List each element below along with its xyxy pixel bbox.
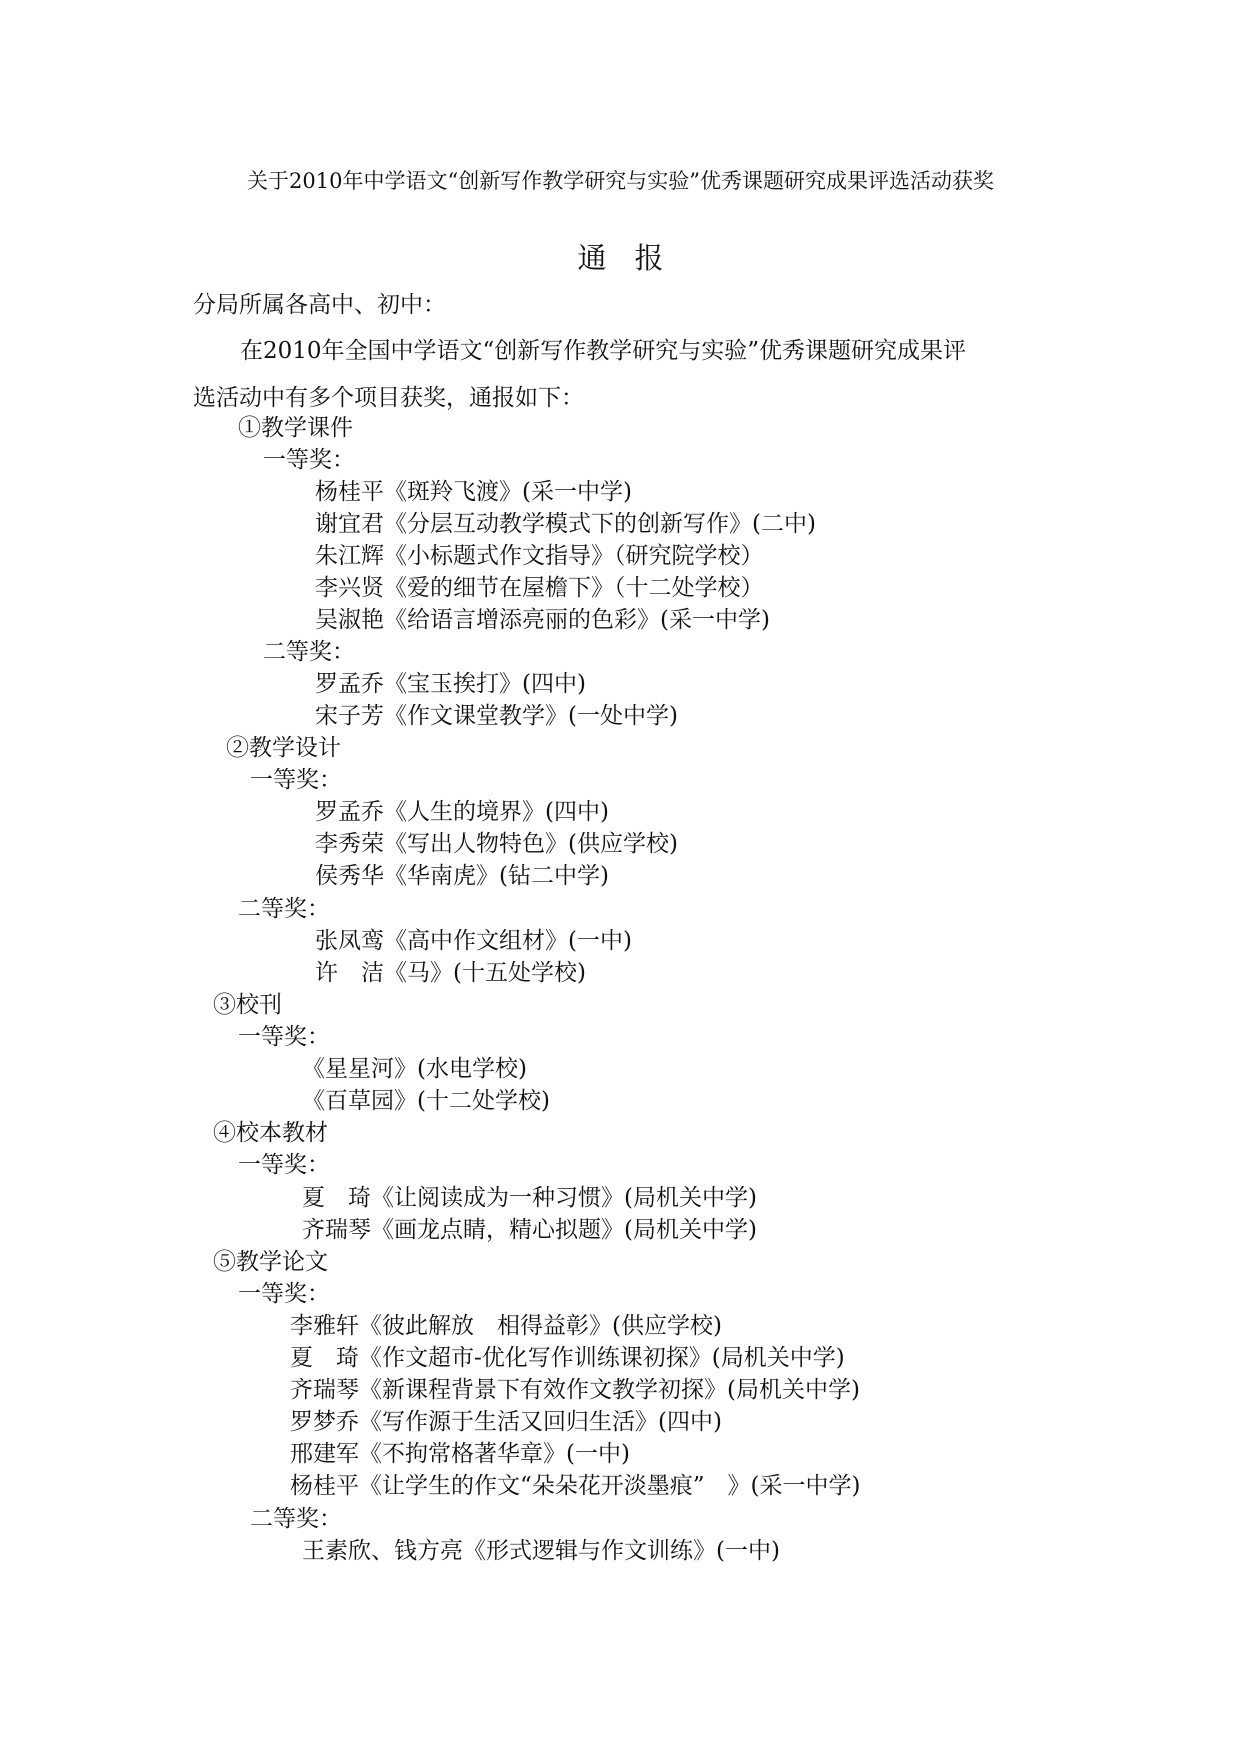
- section-heading-courseware: ①教学课件: [238, 415, 353, 441]
- section-heading-teaching-papers: ⑤教学论文: [213, 1249, 328, 1275]
- award-tier-label: 二等奖：: [263, 639, 355, 665]
- award-entry: 杨桂平《让学生的作文“朵朵花开淡墨痕” 》(采一中学): [290, 1473, 861, 1499]
- salutation: 分局所属各高中、初中：: [193, 292, 446, 318]
- award-entry: 李秀荣《写出人物特色》(供应学校): [315, 831, 678, 857]
- award-entry: 罗孟乔《宝玉挨打》(四中): [315, 671, 586, 697]
- award-entry: 宋子芳《作文课堂教学》(一处中学): [315, 703, 678, 729]
- section-heading-school-textbook: ④校本教材: [213, 1120, 328, 1146]
- award-tier-label: 一等奖：: [238, 1024, 330, 1050]
- award-entry: 谢宜君《分层互动教学模式下的创新写作》(二中): [315, 511, 816, 537]
- award-tier-label: 一等奖：: [238, 1281, 330, 1307]
- document-heading: 通报: [577, 241, 692, 275]
- award-tier-label: 二等奖：: [250, 1506, 342, 1532]
- award-entry: 罗梦乔《写作源于生活又回归生活》(四中): [290, 1409, 722, 1435]
- award-entry: 夏 琦《作文超市-优化写作训练课初探》(局机关中学): [290, 1345, 845, 1371]
- award-entry: 《星星河》(水电学校): [302, 1056, 527, 1082]
- intro-paragraph-line-1: 在2010年全国中学语文“创新写作教学研究与实验”优秀课题研究成果评: [240, 338, 967, 364]
- award-entry: 夏 琦《让阅读成为一种习惯》(局机关中学): [302, 1185, 757, 1211]
- award-entry: 杨桂平《斑羚飞渡》(采一中学): [315, 479, 632, 505]
- award-entry: 罗孟乔《人生的境界》(四中): [315, 799, 609, 825]
- award-entry: 侯秀华《华南虎》(钻二中学): [315, 863, 609, 889]
- section-heading-lesson-design: ②教学设计: [226, 735, 341, 761]
- award-entry: 李雅轩《彼此解放 相得益彰》(供应学校): [290, 1313, 722, 1339]
- award-tier-label: 一等奖：: [263, 447, 355, 473]
- award-entry: 朱江辉《小标题式作文指导》（研究院学校）: [315, 543, 764, 569]
- intro-paragraph-line-2: 选活动中有多个项目获奖，通报如下：: [193, 385, 584, 411]
- award-entry: 齐瑞琴《画龙点睛，精心拟题》(局机关中学): [302, 1217, 757, 1243]
- award-entry: 张凤鸾《高中作文组材》(一中): [315, 928, 632, 954]
- award-tier-label: 一等奖：: [238, 1152, 330, 1178]
- award-entry: 邢建军《不拘常格著华章》(一中): [290, 1441, 630, 1467]
- award-entry: 齐瑞琴《新课程背景下有效作文教学初探》(局机关中学): [290, 1377, 860, 1403]
- award-tier-label: 二等奖：: [238, 896, 330, 922]
- award-entry: 《百草园》(十二处学校): [302, 1088, 550, 1114]
- award-entry: 王素欣、钱方亮《形式逻辑与作文训练》(一中): [302, 1538, 780, 1564]
- award-tier-label: 一等奖：: [250, 767, 342, 793]
- document-title: 关于2010年中学语文“创新写作教学研究与实验”优秀课题研究成果评选活动获奖: [247, 169, 994, 193]
- award-entry: 吴淑艳《给语言增添亮丽的色彩》(采一中学): [315, 607, 770, 633]
- section-heading-school-journal: ③校刊: [213, 992, 282, 1018]
- award-entry: 许 洁《马》(十五处学校): [315, 960, 586, 986]
- award-entry: 李兴贤《爱的细节在屋檐下》（十二处学校）: [315, 575, 764, 601]
